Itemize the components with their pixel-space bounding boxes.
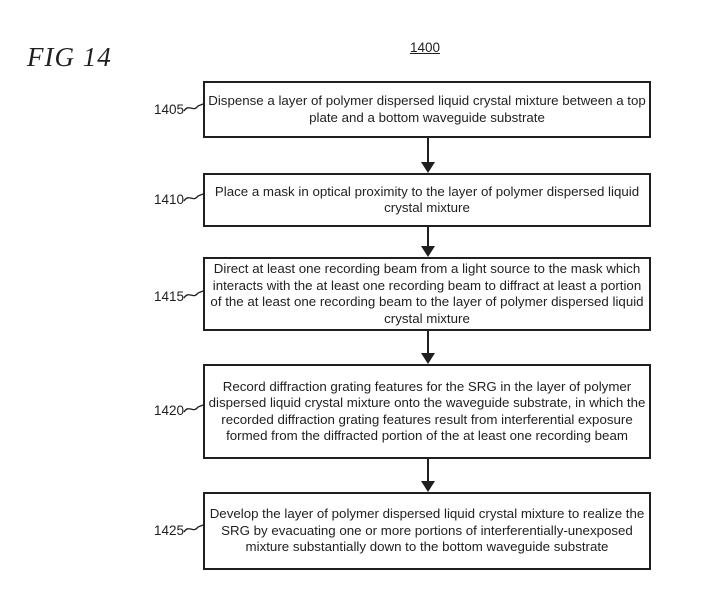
figure-number: 1400 bbox=[409, 40, 441, 55]
step-ref-label-1410: 1410 bbox=[153, 192, 184, 207]
step-ref-label-1415: 1415 bbox=[153, 289, 184, 304]
step-text: Record diffraction grating features for the SRG in the layer of polymer dispersed liquid crystal mixture onto the waveguide substrate, in which the recorded diffraction grating features result from interferential exposure formed from the diffracted portion of the at least one recording beam bbox=[208, 378, 646, 443]
step-box-1405 bbox=[203, 81, 651, 138]
step-ref-label-1405: 1405 bbox=[153, 102, 184, 117]
step-box-1415 bbox=[203, 257, 651, 331]
step-text: Develop the layer of polymer dispersed liquid crystal mixture to realize the SRG by evacuating one or more portions of interferentially-unexposed mixture substantially down to the bottom waveguide substrate bbox=[209, 506, 645, 555]
arrow-head-icon bbox=[421, 246, 435, 257]
step-text: Direct at least one recording beam from a light source to the mask which interacts with the at least one recording beam to diffract at least a portion of the at least one recording beam to the layer of polymer dispersed liquid crystal mixture bbox=[210, 261, 644, 326]
flow-arrow bbox=[420, 331, 435, 364]
flow-arrow bbox=[420, 138, 435, 173]
step-text: Dispense a layer of polymer dispersed liquid crystal mixture between a top plate and a bottom waveguide substrate bbox=[208, 93, 646, 125]
squiggle-lead-line-icon bbox=[183, 190, 204, 204]
step-box-1425 bbox=[203, 492, 651, 570]
squiggle-lead-line-icon bbox=[183, 521, 204, 535]
arrow-shaft bbox=[427, 459, 429, 483]
arrow-head-icon bbox=[421, 481, 435, 492]
flow-arrow bbox=[420, 459, 435, 492]
squiggle-lead-line-icon bbox=[183, 100, 204, 114]
step-ref-label-1420: 1420 bbox=[153, 403, 184, 418]
step-ref-label-1425: 1425 bbox=[153, 523, 184, 538]
arrow-head-icon bbox=[421, 353, 435, 364]
step-box-1420 bbox=[203, 364, 651, 459]
arrow-shaft bbox=[427, 227, 429, 248]
step-text: Place a mask in optical proximity to the layer of polymer dispersed liquid crystal mixture bbox=[214, 183, 640, 215]
figure-label: FIG 14 bbox=[27, 42, 112, 72]
arrow-shaft bbox=[427, 331, 429, 355]
flow-arrow bbox=[420, 227, 435, 257]
arrow-head-icon bbox=[421, 162, 435, 173]
step-box-1410 bbox=[203, 173, 651, 227]
arrow-shaft bbox=[427, 138, 429, 164]
squiggle-lead-line-icon bbox=[183, 287, 204, 301]
squiggle-lead-line-icon bbox=[183, 401, 204, 415]
